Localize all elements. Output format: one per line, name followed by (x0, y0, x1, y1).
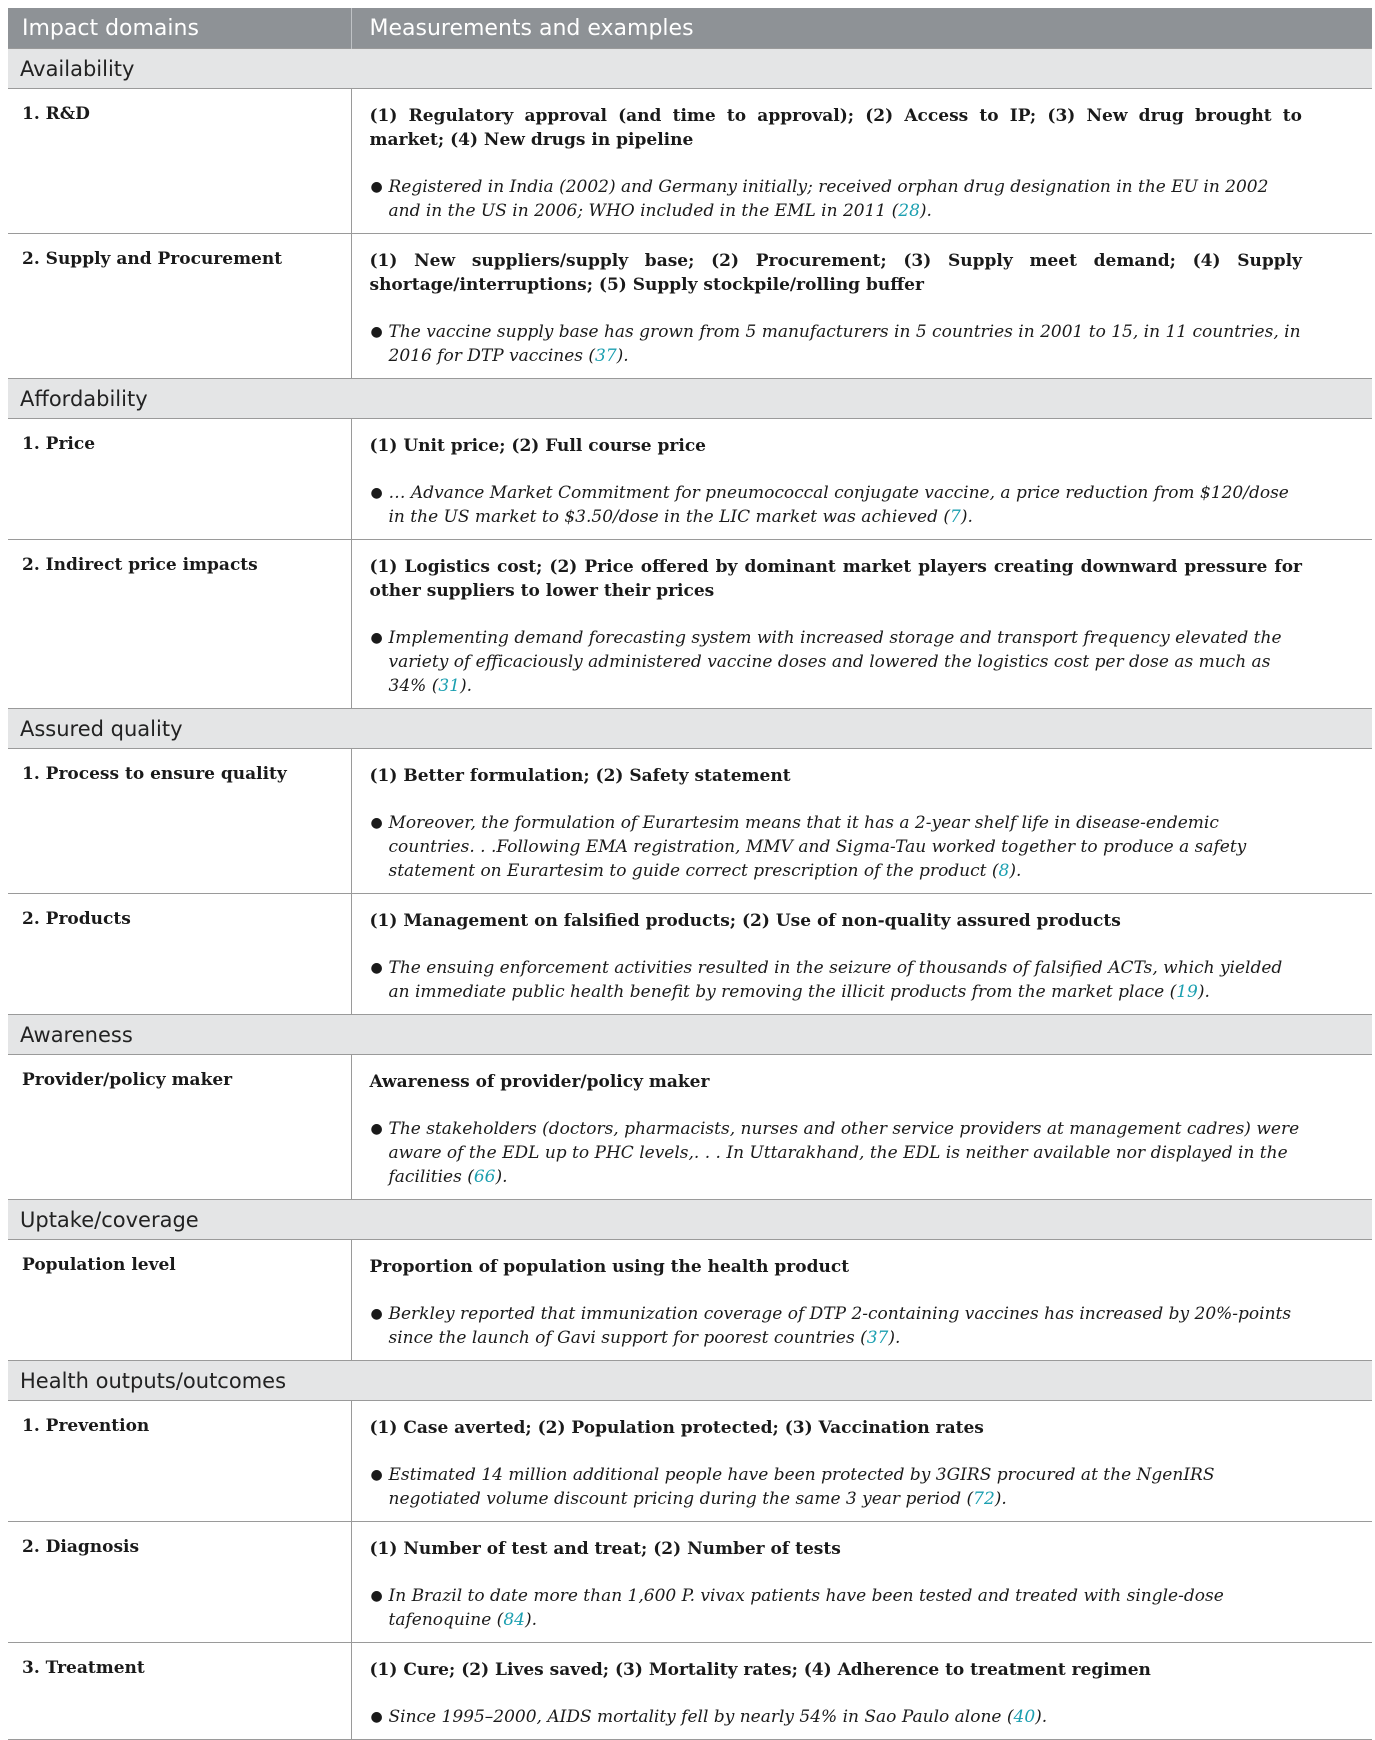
section-title: Uptake/coverage (8, 1200, 1372, 1240)
section-title: Awareness (8, 1015, 1372, 1055)
measurements-text: (1) Logistics cost; (2) Price offered by dominant market players creating downward pressure for other suppliers to lower their prices (369, 557, 1302, 601)
measurements-cell (351, 1643, 1372, 1740)
table-row (8, 419, 1372, 540)
citation-close: ). (994, 1489, 1007, 1509)
bullet-icon: ● (370, 960, 383, 976)
section-row (8, 49, 1372, 89)
impact-domains-table (8, 8, 1372, 1740)
example-text: Estimated 14 million additional people have been protected by 3GIRS procured at the NgenIRS negotiated volume discount pricing during the same 3 year period ( (388, 1465, 1215, 1509)
citation-link[interactable]: 72 (973, 1489, 995, 1509)
table-header-row (8, 8, 1372, 49)
example-text: Moreover, the formulation of Eurartesim means that it has a 2-year shelf life in disease-endemic countries. . .Following EMA registration, MMV and Sigma-Tau worked together to produce a safety statement on Eurartesim to guide correct prescription of the product ( (388, 813, 1247, 881)
measurements-text: Awareness of provider/policy maker (369, 1072, 710, 1092)
example-text: The vaccine supply base has grown from 5 manufacturers in 5 countries in 2001 to 15, in 11 countries, in 2016 for DTP vaccines ( (388, 322, 1301, 366)
measurements-text: (1) Number of test and treat; (2) Number of tests (369, 1539, 841, 1559)
impact-table-container (8, 8, 1372, 1740)
section-title: Health outputs/outcomes (8, 1361, 1372, 1401)
table-row (8, 540, 1372, 709)
table-row (8, 1643, 1372, 1740)
measurements-cell (351, 419, 1372, 540)
example-item (370, 956, 1303, 1004)
measurements-text: (1) New suppliers/supply base; (2) Procurement; (3) Supply meet demand; (4) Supply shortage/interruptions; (5) Supply stockpile/rolling buffer (369, 251, 1302, 295)
impact-domain-cell: 1. Prevention (8, 1401, 351, 1522)
measurements-cell (351, 540, 1372, 709)
citation-link[interactable]: 7 (950, 507, 961, 527)
citation-close: ). (495, 1167, 508, 1187)
impact-domain-cell: 1. R&D (8, 89, 351, 234)
measurements-text: (1) Unit price; (2) Full course price (369, 436, 706, 456)
example-text: The stakeholders (doctors, pharmacists, nurses and other service providers at management cadres) were aware of the EDL up to PHC levels,. . . In Uttarakhand, the EDL is neither available nor displayed in the facilities ( (388, 1119, 1300, 1187)
measurements-cell (351, 89, 1372, 234)
bullet-icon: ● (370, 324, 383, 340)
impact-domain-cell: 2. Indirect price impacts (8, 540, 351, 709)
example-item (370, 1302, 1303, 1350)
bullet-icon: ● (370, 1709, 383, 1725)
table-row (8, 234, 1372, 379)
citation-link[interactable]: 66 (473, 1167, 496, 1187)
impact-domain-cell: 2. Diagnosis (8, 1522, 351, 1643)
example-item (370, 1584, 1303, 1632)
measurements-cell (351, 749, 1372, 894)
bullet-icon: ● (370, 630, 383, 646)
section-row (8, 709, 1372, 749)
citation-close: ). (1035, 1707, 1048, 1727)
example-text: In Brazil to date more than 1,600 P. vivax patients have been tested and treated with single-dose tafenoquine ( (388, 1586, 1224, 1630)
citation-link[interactable]: 84 (503, 1610, 525, 1630)
impact-domain-cell: Provider/policy maker (8, 1055, 351, 1200)
section-title: Affordability (8, 379, 1372, 419)
bullet-icon: ● (370, 1467, 383, 1483)
section-title: Availability (8, 49, 1372, 89)
table-row (8, 1522, 1372, 1643)
example-text: … Advance Market Commitment for pneumococcal conjugate vaccine, a price reduction from $120/dose in the US market to $3.50/dose in the LIC market was achieved ( (388, 483, 1289, 527)
table-body (8, 49, 1372, 1740)
table-row (8, 1055, 1372, 1200)
example-item (370, 320, 1303, 368)
table-row (8, 1401, 1372, 1522)
measurements-cell (351, 894, 1372, 1015)
bullet-icon: ● (370, 1306, 383, 1322)
citation-link[interactable]: 40 (1013, 1707, 1036, 1727)
example-text: The ensuing enforcement activities resulted in the seizure of thousands of falsified ACTs, which yielded an immediate public health benefit by removing the illicit products from the market place ( (388, 958, 1283, 1002)
measurements-text: (1) Cure; (2) Lives saved; (3) Mortality rates; (4) Adherence to treatment regimen (369, 1660, 1151, 1680)
citation-link[interactable]: 31 (438, 676, 460, 696)
citation-close: ). (524, 1610, 538, 1630)
table-row (8, 749, 1372, 894)
impact-domain-cell: 1. Price (8, 419, 351, 540)
measurements-cell (351, 1522, 1372, 1643)
example-item (370, 1117, 1303, 1189)
example-text: Berkley reported that immunization coverage of DTP 2-containing vaccines has increased by 20%-points since the launch of Gavi support for poorest countries ( (388, 1304, 1292, 1348)
example-text: Implementing demand forecasting system with increased storage and transport frequency elevated the variety of efficaciously administered vaccine doses and lowered the logistics cost per dose as much as 34% ( (388, 628, 1282, 696)
section-row (8, 379, 1372, 419)
table-row (8, 89, 1372, 234)
section-row (8, 1200, 1372, 1240)
example-item (370, 811, 1303, 883)
measurements-text: Proportion of population using the health product (369, 1257, 850, 1277)
citation-link[interactable]: 19 (1176, 982, 1198, 1002)
citation-close: ). (459, 676, 473, 696)
section-row (8, 1015, 1372, 1055)
citation-close: ). (888, 1328, 901, 1348)
measurements-cell (351, 234, 1372, 379)
impact-domain-cell: 2. Products (8, 894, 351, 1015)
citation-link[interactable]: 37 (866, 1328, 889, 1348)
bullet-icon: ● (370, 815, 383, 831)
section-row (8, 1361, 1372, 1401)
measurements-text: (1) Better formulation; (2) Safety statement (369, 766, 791, 786)
citation-close: ). (1009, 861, 1022, 881)
example-item (370, 1463, 1303, 1511)
example-text: Since 1995–2000, AIDS mortality fell by nearly 54% in Sao Paulo alone ( (388, 1707, 1014, 1727)
example-item (370, 626, 1303, 698)
measurements-cell (351, 1240, 1372, 1361)
impact-domain-cell: 2. Supply and Procurement (8, 234, 351, 379)
example-item (370, 175, 1303, 223)
measurements-cell (351, 1055, 1372, 1200)
impact-domain-cell: Population level (8, 1240, 351, 1361)
measurements-text: (1) Regulatory approval (and time to approval); (2) Access to IP; (3) New drug brought to market; (4) New drugs in pipeline (369, 106, 1302, 150)
bullet-icon: ● (370, 1121, 383, 1137)
bullet-icon: ● (370, 485, 383, 501)
citation-close: ). (960, 507, 973, 527)
impact-domain-cell: 1. Process to ensure quality (8, 749, 351, 894)
example-item (370, 481, 1303, 529)
example-text: Registered in India (2002) and Germany initially; received orphan drug designation in the EU in 2002 and in the US in 2006; WHO included in the EML in 2011 ( (388, 177, 1269, 221)
table-row (8, 1240, 1372, 1361)
table-row (8, 894, 1372, 1015)
measurements-cell (351, 1401, 1372, 1522)
measurements-text: (1) Case averted; (2) Population protected; (3) Vaccination rates (369, 1418, 984, 1438)
citation-link[interactable]: 28 (898, 201, 920, 221)
citation-close: ). (616, 346, 629, 366)
citation-close: ). (919, 201, 932, 221)
header-impact-domains: Impact domains (8, 8, 351, 49)
bullet-icon: ● (370, 1588, 383, 1604)
section-title: Assured quality (8, 709, 1372, 749)
measurements-text: (1) Management on falsified products; (2) Use of non-quality assured products (369, 911, 1121, 931)
header-measurements-examples: Measurements and examples (351, 8, 1372, 49)
bullet-icon: ● (370, 179, 383, 195)
citation-link[interactable]: 8 (998, 861, 1010, 881)
impact-domain-cell: 3. Treatment (8, 1643, 351, 1740)
citation-link[interactable]: 37 (595, 346, 617, 366)
citation-close: ). (1197, 982, 1210, 1002)
example-item (370, 1705, 1303, 1729)
